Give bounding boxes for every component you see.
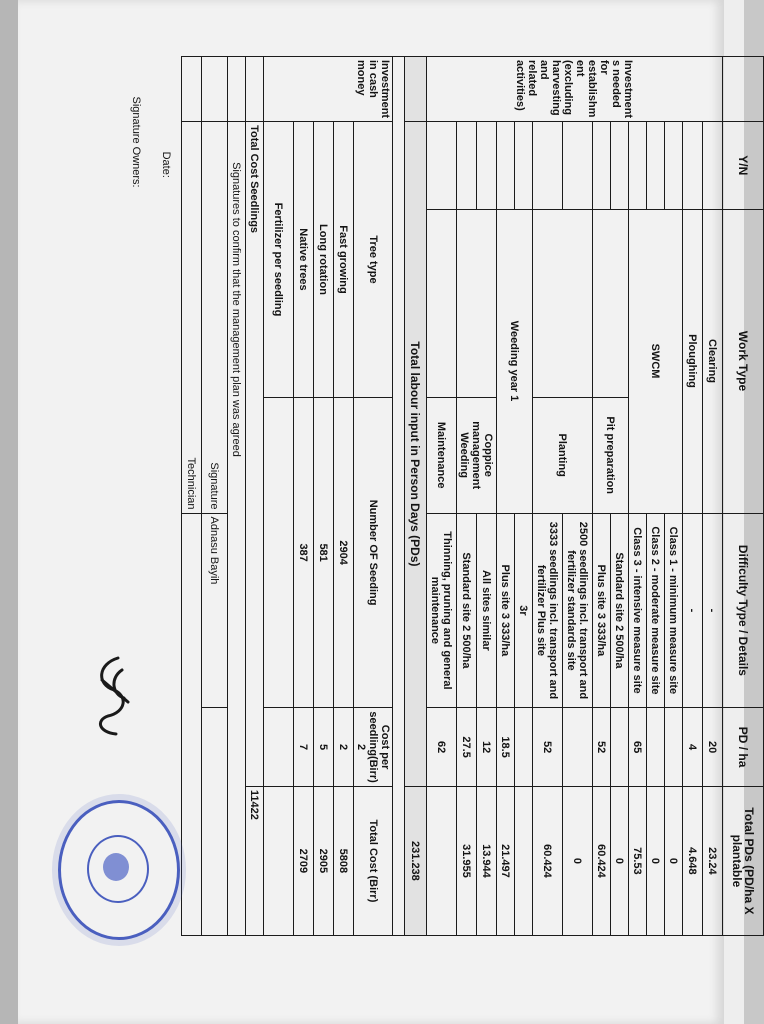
table-row [264,57,294,936]
labour-total-row [405,57,427,936]
total-cell: 0 [647,786,665,935]
seedling-total-row [246,57,264,936]
total-cell [427,786,457,935]
seed-header-number: Number OF Seeding [354,397,393,707]
difficulty-cell: Thinning, pruning and general maintenance [427,513,457,708]
seed-cost-cell: 5 [314,708,334,787]
pd-cell: 12 [477,708,497,787]
pd-cell [563,708,593,787]
table-row [427,57,457,936]
seed-header-cost-label: Cost per seedling(Birr) [367,711,391,783]
seed-total-cell: 2709 [294,786,314,935]
signature-title-row [228,57,246,936]
seed-cost-cell: 2 [334,708,354,787]
technician-row [182,57,202,936]
header-work-type: Work Type [723,209,764,513]
work-type-cell: Weeding year 1 [497,209,533,513]
table-row [611,57,629,936]
difficulty-cell: - [703,513,723,708]
difficulty-cell: Plus site 3 333/ha [593,513,611,708]
header-difficulty: Difficulty Type / Details [723,513,764,708]
seedling-total-value: 11422 [246,786,264,935]
total-cell: 0 [611,786,629,935]
stamp-emblem [103,853,129,881]
seed-number-cell [264,397,294,707]
total-cell: 23.24 [703,786,723,935]
management-plan-table-sheet [64,56,764,936]
difficulty-cell: Class 1 - minimum measure site [665,513,683,708]
table-row [334,57,354,936]
table-header-row [723,57,764,936]
table-row [314,57,334,936]
signature-row [202,57,228,936]
pd-cell [647,708,665,787]
seed-total-cell: 5808 [334,786,354,935]
difficulty-cell: Class 3 - intensive measure site [629,513,647,708]
pd-cell [515,708,533,787]
total-cell: 31.955 [457,786,477,935]
total-cell: 60.424 [533,786,563,935]
header-total-pds: Total PDs (PD/ha X plantable [723,786,764,935]
difficulty-cell: Standard site 2 500/ha [611,513,629,708]
pd-cell: 65 [629,708,647,787]
difficulty-cell: - [683,513,703,708]
seed-number-cell: 581 [314,397,334,707]
work-type-cell: Maintenance [427,397,457,513]
section-investment-label: Investment s needed for establishm ent (excluding harvesting and related activities) [427,57,723,122]
total-cell: 21.497 [497,786,515,935]
total-cell: 13.944 [477,786,497,935]
table-row [515,57,533,936]
table-row [703,57,723,936]
work-type-cell: SWCM [629,209,683,513]
date-label: Date: [160,151,173,178]
table-row [294,57,314,936]
difficulty-cell: 3r [515,513,533,708]
handwritten-signature [88,650,134,740]
table-row [665,57,683,936]
pd-cell [665,708,683,787]
work-type-cell: Pit preparation [593,397,629,513]
seed-header-tree-type: Tree type [354,122,393,398]
header-col1 [723,57,764,122]
difficulty-cell: Standard site 2 500/ha [457,513,477,708]
difficulty-cell: Plus site 3 333/ha [497,513,515,708]
technician-label: Technician [182,122,202,513]
signature-label: Signature [202,122,228,513]
pd-cell [611,708,629,787]
seed-type-cell: Native trees [294,122,314,398]
owners-label: Signature Owners: [130,96,143,188]
difficulty-cell: Class 2 - moderate measure site [647,513,665,708]
seedling-header-row [354,57,393,936]
table-row [477,57,497,936]
work-type-cell: Planting [533,397,593,513]
section-cash-label: Investment in cash money [264,57,393,122]
total-cell: 0 [665,786,683,935]
pd-cell: 27.5 [457,708,477,787]
header-pd-ha: PD / ha [723,708,764,787]
pd-cell: 52 [533,708,563,787]
labour-total-value: 231.238 [405,786,427,935]
labour-total-label: Total labour input in Person Days (PDs) [405,122,427,787]
seed-cost-cell [264,708,294,787]
seed-number-cell: 387 [294,397,314,707]
seed-total-cell [264,786,294,935]
header-yn: Y/N [723,122,764,209]
seed-header-total: Total Cost (Birr) [354,786,393,935]
total-cell: 75.53 [629,786,647,935]
seed-type-cell: Fertilizer per seedling [264,122,294,398]
pd-cell: 4 [683,708,703,787]
work-type-cell: Clearing [703,209,723,513]
pd-cell: 20 [703,708,723,787]
table-row [563,57,593,936]
difficulty-cell: 3333 seedlings incl. transport and fertilizer Plus site [533,513,563,708]
seed-number-cell: 2904 [334,397,354,707]
pd-cell: 62 [427,708,457,787]
seed-cost-cell: 7 [294,708,314,787]
total-cell: 60.424 [593,786,611,935]
seed-type-cell: Long rotation [314,122,334,398]
table-row [683,57,703,936]
spacer-row [393,57,405,936]
seed-total-cell: 2905 [314,786,334,935]
total-cell: 0 [563,786,593,935]
work-type-cell: Ploughing [683,209,703,513]
seed-header-cost [354,708,393,787]
difficulty-cell: 2500 seedlings incl. transport and fertilizer standards site [563,513,593,708]
technician-name: Adnasu Bayih [202,513,228,708]
total-cell [515,786,533,935]
seedling-total-label: Total Cost Seedlings [246,122,264,787]
seed-type-cell: Fast growing [334,122,354,398]
official-stamp [58,800,180,940]
total-cell: 4.648 [683,786,703,935]
pd-cell: 52 [593,708,611,787]
investment-table [122,56,764,936]
work-type-cell: Coppice management Weeding [457,397,497,513]
pd-cell: 18.5 [497,708,515,787]
difficulty-cell: All sites similar [477,513,497,708]
signature-title: Signatures to confirm that the management plan was agreed [228,122,246,936]
stamp-inner-ring [87,835,149,903]
date-row [152,57,182,936]
scanner-edge [0,0,18,1024]
seed-header-cost-extra: 2 [355,744,367,751]
